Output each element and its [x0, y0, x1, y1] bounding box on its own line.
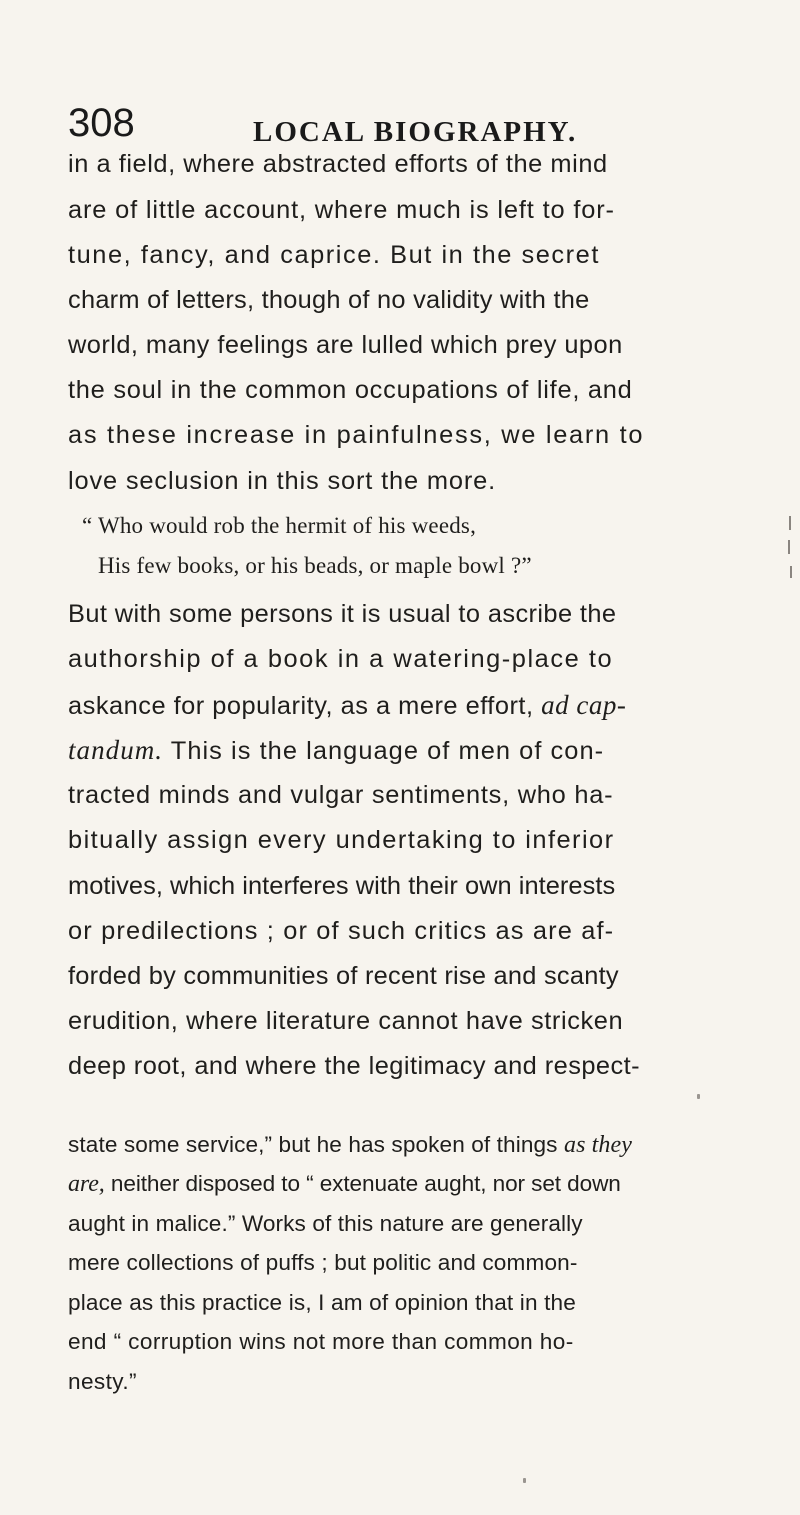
- body-text: askance for popularity, as a mere effort,: [68, 692, 534, 720]
- body-line: bitually assign every undertaking to inferior: [68, 826, 615, 854]
- margin-mark: [790, 566, 792, 578]
- verse-line: “ Who would rob the hermit of his weeds,: [82, 513, 477, 538]
- footnote-line: aught in malice.” Works of this nature are generally: [68, 1211, 583, 1236]
- body-line: are of little account, where much is left to for-: [68, 196, 615, 224]
- body-line: or predilections ; or of such critics as are af-: [68, 917, 615, 945]
- verse-line: His few books, or his beads, or maple bowl ?”: [98, 553, 532, 578]
- body-line: love seclusion in this sort the more.: [68, 467, 497, 495]
- running-head: LOCAL BIOGRAPHY.: [253, 116, 578, 148]
- footnote-line: [68, 1131, 632, 1159]
- italic-text: are,: [68, 1171, 105, 1197]
- body-line: deep root, and where the legitimacy and respect-: [68, 1052, 641, 1080]
- body-line: as these increase in painfulness, we learn to: [68, 421, 645, 449]
- footnote-text: neither disposed to “ extenuate aught, nor set down: [110, 1171, 621, 1196]
- footnote-line: mere collections of puffs ; but politic and common-: [68, 1250, 578, 1275]
- body-line: tracted minds and vulgar sentiments, who ha-: [68, 781, 614, 809]
- footnote-line: place as this practice is, I am of opinion that in the: [68, 1290, 576, 1315]
- body-line: erudition, where literature cannot have stricken: [68, 1007, 624, 1035]
- body-line: [68, 690, 626, 721]
- body-line: tune, fancy, and caprice. But in the secret: [68, 241, 600, 269]
- page-header: [68, 101, 628, 151]
- body-line: authorship of a book in a watering-place to: [68, 645, 614, 673]
- margin-mark: [789, 516, 791, 530]
- footnote-line: [68, 1170, 621, 1198]
- margin-mark: [788, 540, 790, 554]
- footnote-line: nesty.”: [68, 1369, 137, 1394]
- footnote-text: state some service,” but he has spoken of things: [68, 1132, 558, 1157]
- body-line: world, many feelings are lulled which prey upon: [68, 331, 623, 359]
- paper-speck: [697, 1094, 700, 1099]
- body-line: forded by communities of recent rise and scanty: [68, 962, 619, 990]
- body-line: But with some persons it is usual to ascribe the: [68, 600, 617, 628]
- body-line: in a field, where abstracted efforts of the mind: [68, 150, 608, 178]
- body-line: the soul in the common occupations of life, and: [68, 376, 633, 404]
- body-line: motives, which interferes with their own interests: [68, 872, 616, 900]
- body-line: [68, 735, 604, 766]
- italic-text: ad cap-: [541, 690, 627, 720]
- italic-text: as they: [563, 1132, 632, 1158]
- body-text: This is the language of men of con-: [170, 737, 605, 765]
- paper-speck: [523, 1478, 526, 1483]
- body-line: charm of letters, though of no validity with the: [68, 286, 590, 314]
- footnote-line: end “ corruption wins not more than common ho-: [68, 1329, 574, 1354]
- italic-text: tandum.: [68, 735, 164, 765]
- page-number: 308: [68, 101, 135, 145]
